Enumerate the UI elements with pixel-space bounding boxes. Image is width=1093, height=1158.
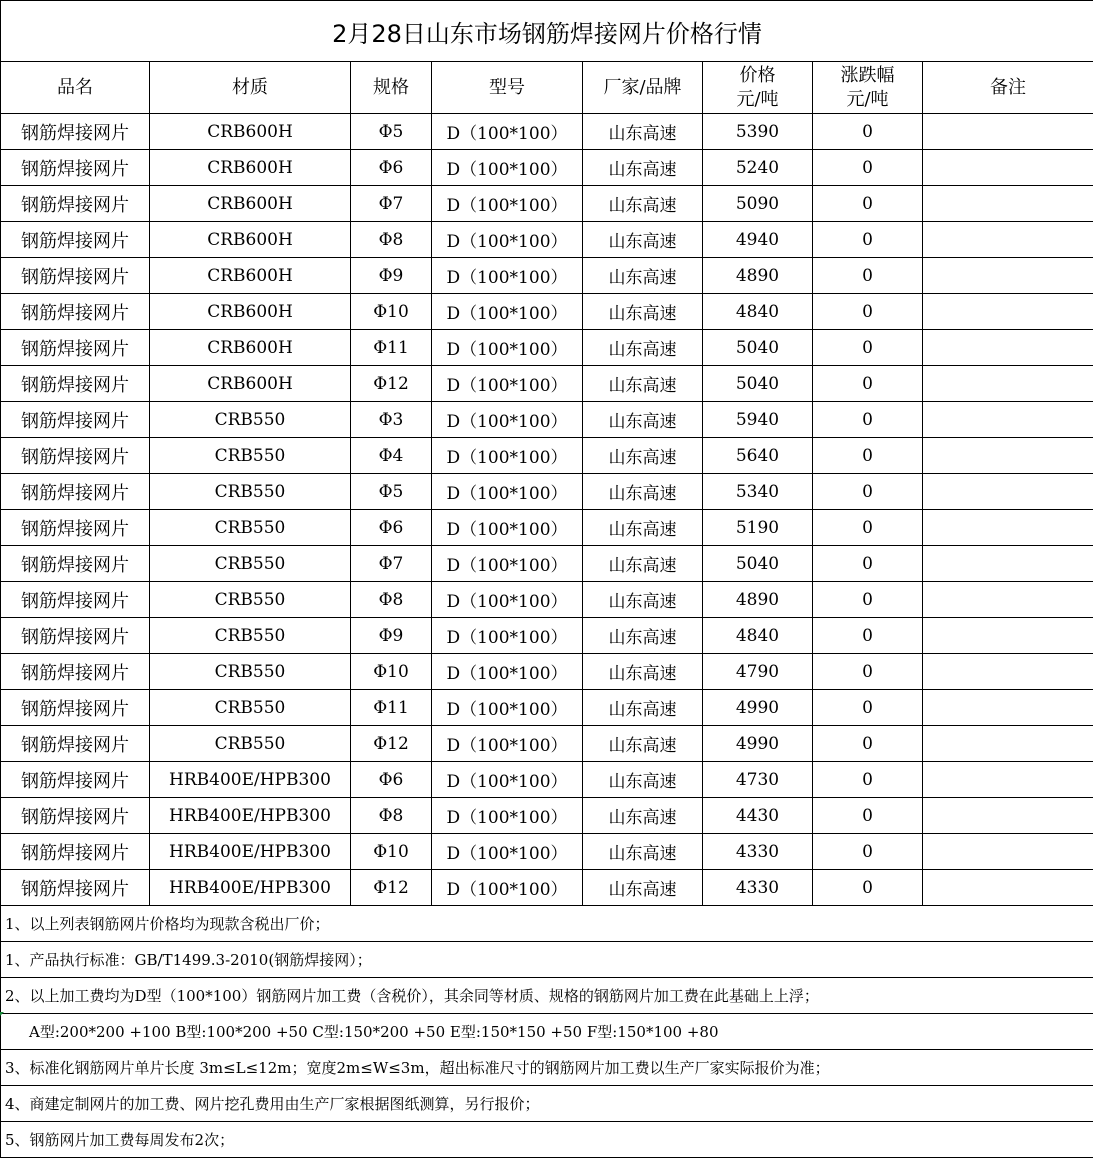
cell-remark [923, 258, 1093, 294]
cell-material: CRB550 [150, 582, 351, 618]
page-title: 2月28日山东市场钢筋焊接网片价格行情 [1, 1, 1093, 62]
cell-spec: Φ7 [351, 546, 432, 582]
table-row [1, 186, 1093, 222]
table-row [1, 258, 1093, 294]
note-text: 1、以上列表钢筋网片价格均为现款含税出厂价； [1, 906, 1093, 942]
note-row [1, 1050, 1093, 1086]
cell-name: 钢筋焊接网片 [1, 726, 150, 762]
cell-brand: 山东高速 [583, 402, 703, 438]
cell-material: CRB550 [150, 402, 351, 438]
cell-material: CRB600H [150, 258, 351, 294]
cell-spec: Φ12 [351, 366, 432, 402]
cell-name: 钢筋焊接网片 [1, 582, 150, 618]
cell-spec: Φ10 [351, 834, 432, 870]
cell-model: D（100*100） [432, 258, 583, 294]
note-text: 3、标准化钢筋网片单片长度 3m≤L≤12m；宽度2m≤W≤3m，超出标准尺寸的钢筋网片加工费以生产厂家实际报价为准； [1, 1050, 1093, 1086]
cell-change: 0 [813, 834, 923, 870]
cell-model: D（100*100） [432, 762, 583, 798]
cell-price: 4890 [703, 258, 813, 294]
note-row [1, 1122, 1093, 1158]
table-row [1, 438, 1093, 474]
note-text: 1、产品执行标准：GB/T1499.3-2010(钢筋焊接网）； [1, 942, 1093, 978]
cell-model: D（100*100） [432, 510, 583, 546]
table-row [1, 546, 1093, 582]
table-row [1, 654, 1093, 690]
cell-name: 钢筋焊接网片 [1, 510, 150, 546]
table-row [1, 870, 1093, 906]
cell-brand: 山东高速 [583, 114, 703, 150]
table-row [1, 582, 1093, 618]
cell-brand: 山东高速 [583, 582, 703, 618]
cell-price: 5640 [703, 438, 813, 474]
cell-price: 4840 [703, 618, 813, 654]
table-row [1, 402, 1093, 438]
cell-material: HRB400E/HPB300 [150, 762, 351, 798]
table-body [1, 114, 1093, 906]
cell-spec: Φ11 [351, 690, 432, 726]
table-row [1, 474, 1093, 510]
cell-price: 5040 [703, 330, 813, 366]
cell-price: 4990 [703, 690, 813, 726]
cell-change: 0 [813, 294, 923, 330]
table-row [1, 222, 1093, 258]
cell-spec: Φ8 [351, 582, 432, 618]
cell-model: D（100*100） [432, 114, 583, 150]
cell-model: D（100*100） [432, 294, 583, 330]
table-row [1, 618, 1093, 654]
cell-remark [923, 726, 1093, 762]
note-row [1, 1014, 1093, 1050]
cell-change: 0 [813, 402, 923, 438]
cell-change: 0 [813, 114, 923, 150]
cell-spec: Φ6 [351, 510, 432, 546]
cell-name: 钢筋焊接网片 [1, 762, 150, 798]
notes-section [1, 906, 1093, 1158]
table-row [1, 330, 1093, 366]
cell-material: CRB550 [150, 510, 351, 546]
cell-material: HRB400E/HPB300 [150, 798, 351, 834]
cell-price: 4890 [703, 582, 813, 618]
cell-spec: Φ11 [351, 330, 432, 366]
cell-brand: 山东高速 [583, 690, 703, 726]
cell-spec: Φ7 [351, 186, 432, 222]
cell-model: D（100*100） [432, 726, 583, 762]
cell-name: 钢筋焊接网片 [1, 474, 150, 510]
cell-remark [923, 294, 1093, 330]
cell-change: 0 [813, 474, 923, 510]
cell-material: CRB550 [150, 618, 351, 654]
cell-brand: 山东高速 [583, 222, 703, 258]
header-remark: 备注 [923, 62, 1093, 114]
cell-remark [923, 186, 1093, 222]
header-price-line1: 价格 [739, 64, 776, 86]
cell-spec: Φ4 [351, 438, 432, 474]
cell-remark [923, 654, 1093, 690]
cell-brand: 山东高速 [583, 834, 703, 870]
cell-model: D（100*100） [432, 654, 583, 690]
note-text: 4、商建定制网片的加工费、网片挖孔费用由生产厂家根据图纸测算，另行报价； [1, 1086, 1093, 1122]
cell-price: 5190 [703, 510, 813, 546]
cell-model: D（100*100） [432, 582, 583, 618]
cell-brand: 山东高速 [583, 474, 703, 510]
cell-price: 5940 [703, 402, 813, 438]
cell-change: 0 [813, 438, 923, 474]
cell-model: D（100*100） [432, 330, 583, 366]
cell-spec: Φ12 [351, 726, 432, 762]
cell-remark [923, 222, 1093, 258]
cell-brand: 山东高速 [583, 258, 703, 294]
cell-remark [923, 546, 1093, 582]
cell-brand: 山东高速 [583, 438, 703, 474]
cell-price: 5240 [703, 150, 813, 186]
header-change-line1: 涨跌幅 [840, 64, 895, 86]
cell-name: 钢筋焊接网片 [1, 330, 150, 366]
cell-remark [923, 798, 1093, 834]
cell-price: 4330 [703, 870, 813, 906]
cell-material: CRB550 [150, 438, 351, 474]
cell-brand: 山东高速 [583, 726, 703, 762]
table-row [1, 150, 1093, 186]
cell-price: 4330 [703, 834, 813, 870]
cell-comment-marker [0, 1012, 4, 1016]
cell-name: 钢筋焊接网片 [1, 294, 150, 330]
cell-change: 0 [813, 366, 923, 402]
header-change [813, 62, 923, 114]
table-row [1, 798, 1093, 834]
note-row [1, 1086, 1093, 1122]
cell-spec: Φ5 [351, 474, 432, 510]
cell-brand: 山东高速 [583, 150, 703, 186]
cell-price: 4790 [703, 654, 813, 690]
cell-remark [923, 582, 1093, 618]
table-row [1, 834, 1093, 870]
cell-name: 钢筋焊接网片 [1, 150, 150, 186]
cell-brand: 山东高速 [583, 330, 703, 366]
cell-spec: Φ8 [351, 222, 432, 258]
cell-change: 0 [813, 510, 923, 546]
cell-model: D（100*100） [432, 618, 583, 654]
cell-remark [923, 474, 1093, 510]
cell-name: 钢筋焊接网片 [1, 438, 150, 474]
cell-name: 钢筋焊接网片 [1, 114, 150, 150]
cell-remark [923, 438, 1093, 474]
note-row [1, 906, 1093, 942]
cell-price: 4840 [703, 294, 813, 330]
cell-spec: Φ8 [351, 798, 432, 834]
cell-brand: 山东高速 [583, 798, 703, 834]
cell-material: CRB550 [150, 474, 351, 510]
header-material: 材质 [150, 62, 351, 114]
note-row [1, 942, 1093, 978]
cell-name: 钢筋焊接网片 [1, 618, 150, 654]
cell-spec: Φ12 [351, 870, 432, 906]
cell-name: 钢筋焊接网片 [1, 654, 150, 690]
cell-spec: Φ5 [351, 114, 432, 150]
cell-change: 0 [813, 798, 923, 834]
cell-change: 0 [813, 726, 923, 762]
cell-model: D（100*100） [432, 690, 583, 726]
cell-name: 钢筋焊接网片 [1, 222, 150, 258]
cell-brand: 山东高速 [583, 654, 703, 690]
cell-brand: 山东高速 [583, 294, 703, 330]
cell-spec: Φ10 [351, 294, 432, 330]
cell-material: CRB550 [150, 546, 351, 582]
cell-remark [923, 114, 1093, 150]
cell-model: D（100*100） [432, 186, 583, 222]
cell-spec: Φ9 [351, 618, 432, 654]
cell-price: 5090 [703, 186, 813, 222]
table-row [1, 294, 1093, 330]
cell-name: 钢筋焊接网片 [1, 186, 150, 222]
cell-price: 4730 [703, 762, 813, 798]
cell-model: D（100*100） [432, 366, 583, 402]
cell-material: CRB600H [150, 114, 351, 150]
cell-change: 0 [813, 150, 923, 186]
cell-name: 钢筋焊接网片 [1, 402, 150, 438]
cell-material: HRB400E/HPB300 [150, 834, 351, 870]
cell-spec: Φ3 [351, 402, 432, 438]
cell-remark [923, 870, 1093, 906]
cell-remark [923, 690, 1093, 726]
cell-brand: 山东高速 [583, 510, 703, 546]
cell-spec: Φ9 [351, 258, 432, 294]
cell-price: 5340 [703, 474, 813, 510]
cell-price: 5040 [703, 546, 813, 582]
cell-name: 钢筋焊接网片 [1, 258, 150, 294]
cell-material: CRB600H [150, 222, 351, 258]
cell-change: 0 [813, 258, 923, 294]
cell-remark [923, 330, 1093, 366]
cell-material: HRB400E/HPB300 [150, 870, 351, 906]
header-name: 品名 [1, 62, 150, 114]
cell-material: CRB600H [150, 186, 351, 222]
table-row [1, 114, 1093, 150]
cell-model: D（100*100） [432, 546, 583, 582]
note-text: 2、以上加工费均为D型（100*100）钢筋网片加工费（含税价），其余同等材质、规格的钢筋网片加工费在此基础上上浮； [1, 978, 1093, 1014]
cell-remark [923, 762, 1093, 798]
table-row [1, 366, 1093, 402]
cell-model: D（100*100） [432, 222, 583, 258]
cell-name: 钢筋焊接网片 [1, 546, 150, 582]
note-text: 5、钢筋网片加工费每周发布2次； [1, 1122, 1093, 1158]
cell-model: D（100*100） [432, 834, 583, 870]
table-row [1, 690, 1093, 726]
cell-brand: 山东高速 [583, 186, 703, 222]
table-row [1, 762, 1093, 798]
cell-material: CRB600H [150, 150, 351, 186]
cell-remark [923, 510, 1093, 546]
cell-model: D（100*100） [432, 150, 583, 186]
cell-price: 4430 [703, 798, 813, 834]
cell-brand: 山东高速 [583, 546, 703, 582]
cell-material: CRB600H [150, 366, 351, 402]
cell-change: 0 [813, 546, 923, 582]
cell-material: CRB600H [150, 330, 351, 366]
cell-spec: Φ10 [351, 654, 432, 690]
cell-change: 0 [813, 762, 923, 798]
cell-model: D（100*100） [432, 474, 583, 510]
cell-remark [923, 402, 1093, 438]
cell-spec: Φ6 [351, 762, 432, 798]
header-price-line2: 元/吨 [736, 88, 779, 110]
cell-price: 4990 [703, 726, 813, 762]
cell-price: 5390 [703, 114, 813, 150]
cell-brand: 山东高速 [583, 870, 703, 906]
header-row [1, 62, 1093, 114]
cell-change: 0 [813, 870, 923, 906]
header-model: 型号 [432, 62, 583, 114]
cell-name: 钢筋焊接网片 [1, 366, 150, 402]
cell-change: 0 [813, 690, 923, 726]
cell-remark [923, 618, 1093, 654]
cell-brand: 山东高速 [583, 618, 703, 654]
cell-model: D（100*100） [432, 870, 583, 906]
header-price [703, 62, 813, 114]
cell-name: 钢筋焊接网片 [1, 798, 150, 834]
cell-name: 钢筋焊接网片 [1, 690, 150, 726]
header-brand: 厂家/品牌 [583, 62, 703, 114]
header-change-line2: 元/吨 [846, 88, 889, 110]
cell-model: D（100*100） [432, 798, 583, 834]
cell-model: D（100*100） [432, 438, 583, 474]
cell-remark [923, 834, 1093, 870]
cell-brand: 山东高速 [583, 762, 703, 798]
cell-price: 4940 [703, 222, 813, 258]
table-row [1, 726, 1093, 762]
cell-spec: Φ6 [351, 150, 432, 186]
cell-brand: 山东高速 [583, 366, 703, 402]
cell-material: CRB550 [150, 654, 351, 690]
cell-material: CRB600H [150, 294, 351, 330]
cell-material: CRB550 [150, 726, 351, 762]
note-row [1, 978, 1093, 1014]
cell-change: 0 [813, 654, 923, 690]
cell-change: 0 [813, 618, 923, 654]
cell-material: CRB550 [150, 690, 351, 726]
note-text: A型:200*200 +100 B型:100*200 +50 C型:150*200 +50 E型:150*150 +50 F型:150*100 +80 [1, 1014, 1093, 1050]
cell-change: 0 [813, 186, 923, 222]
table-row [1, 510, 1093, 546]
cell-name: 钢筋焊接网片 [1, 870, 150, 906]
cell-remark [923, 150, 1093, 186]
cell-change: 0 [813, 222, 923, 258]
cell-remark [923, 366, 1093, 402]
cell-name: 钢筋焊接网片 [1, 834, 150, 870]
cell-model: D（100*100） [432, 402, 583, 438]
header-spec: 规格 [351, 62, 432, 114]
cell-price: 5040 [703, 366, 813, 402]
cell-change: 0 [813, 582, 923, 618]
cell-change: 0 [813, 330, 923, 366]
